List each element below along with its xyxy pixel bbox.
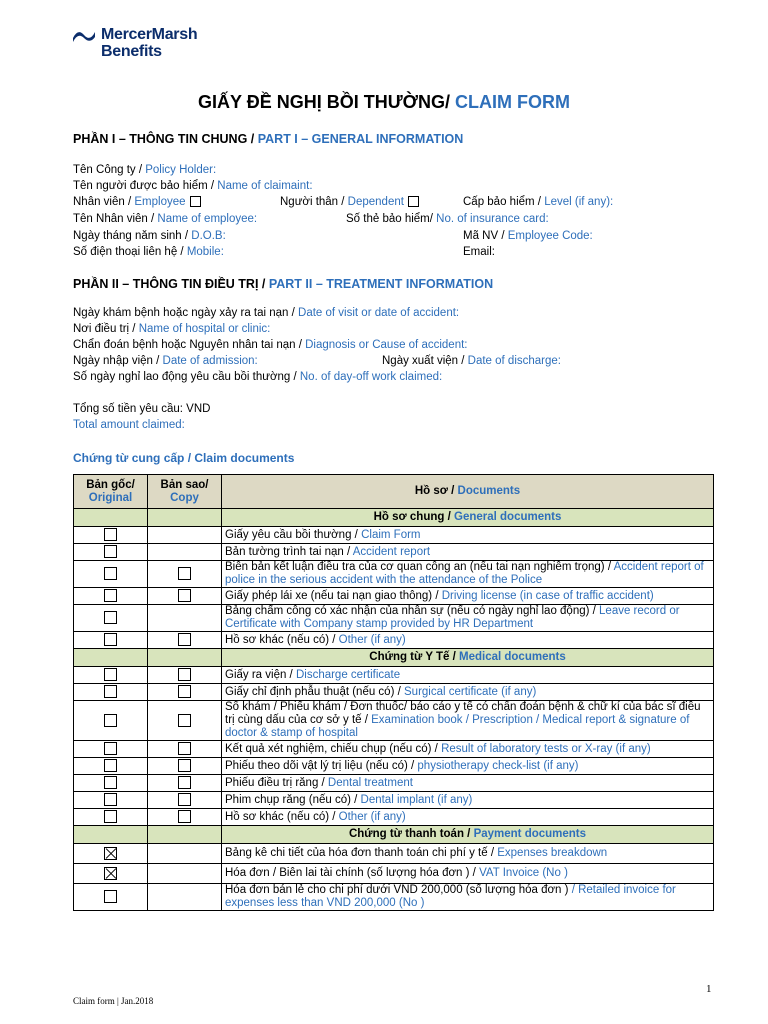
document-label bbox=[222, 684, 714, 701]
logo-line1: MercerMarsh bbox=[101, 26, 198, 43]
original-checkbox[interactable] bbox=[104, 714, 117, 727]
diagnosis-label-en: Diagnosis or Cause of accident: bbox=[305, 339, 468, 351]
col-documents-vi: Hồ sơ / bbox=[414, 485, 458, 497]
document-label-en: Accident report of police in the serious accident with the attendance of the Police bbox=[225, 561, 704, 586]
insurance-card-label-en: No. of insurance card: bbox=[436, 213, 549, 225]
copy-checkbox[interactable] bbox=[178, 685, 191, 698]
document-label-en: VAT Invoice (No ) bbox=[479, 867, 568, 879]
document-label-vi: Hóa đơn / Biên lai tài chính (số lượng hóa đơn ) / bbox=[225, 867, 480, 879]
table-row bbox=[74, 667, 714, 684]
documents-heading-vi: Chứng từ cung cấp / bbox=[73, 451, 195, 465]
employee-code-label-en: Employee Code: bbox=[507, 230, 593, 242]
diagnosis-label-vi: Chẩn đoán bệnh hoặc Nguyên nhân tai nạn / bbox=[73, 339, 306, 351]
document-label-vi: Bảng kê chi tiết của hóa đơn thanh toán chi phí y tế / bbox=[225, 847, 498, 859]
employee-checkbox[interactable] bbox=[190, 196, 201, 207]
page-number: 1 bbox=[706, 983, 712, 995]
admission-label-en: Date of admission: bbox=[162, 355, 258, 367]
col-original-header bbox=[74, 475, 148, 509]
table-row bbox=[74, 632, 714, 649]
document-label bbox=[222, 588, 714, 605]
col-documents-en: Documents bbox=[457, 485, 521, 497]
document-label-en: Leave record or Certificate with Company stamp provided by HR Department bbox=[225, 605, 680, 630]
table-row bbox=[74, 605, 714, 632]
total-amount-label-vi[interactable]: Tổng số tiền yêu cầu: VND bbox=[73, 403, 211, 415]
original-checkbox[interactable] bbox=[104, 685, 117, 698]
table-row bbox=[74, 741, 714, 758]
part2-heading-vi: PHẦN II – THÔNG TIN ĐIỀU TRỊ / bbox=[73, 277, 269, 291]
document-label bbox=[222, 844, 714, 864]
copy-checkbox[interactable] bbox=[178, 776, 191, 789]
dob-field[interactable] bbox=[73, 230, 226, 242]
part2-heading-en: PART II – TREATMENT INFORMATION bbox=[268, 277, 494, 291]
col-copy-vi: Bản sao/ bbox=[160, 478, 209, 491]
document-label-en: Result of laboratory tests or X-ray (if any) bbox=[441, 742, 651, 755]
dependent-label-en: Dependent bbox=[347, 196, 404, 208]
original-checkbox[interactable] bbox=[104, 793, 117, 806]
document-label-en: / Retailed invoice for expenses less than VND 200,000 (No ) bbox=[225, 884, 676, 909]
document-label-vi: Bản tường trình tai nạn / bbox=[225, 545, 353, 558]
original-checkbox-crossed[interactable] bbox=[104, 847, 117, 860]
group-label-vi: Chứng từ thanh toán / bbox=[348, 828, 474, 840]
claimant-label-vi: Tên người được bảo hiểm / bbox=[73, 180, 218, 192]
table-row bbox=[74, 544, 714, 561]
document-label-en: Discharge certificate bbox=[295, 668, 401, 681]
document-label-vi: Bảng chấm công có xác nhận của nhân sự (nếu có ngày nghỉ lao động) / bbox=[225, 605, 600, 617]
claimant-field[interactable] bbox=[73, 180, 313, 192]
email-field[interactable] bbox=[463, 246, 495, 258]
table-row bbox=[74, 884, 714, 911]
document-label-vi: Phim chụp răng (nếu có) / bbox=[225, 793, 361, 806]
document-label-vi: Hồ sơ khác (nếu có) / bbox=[225, 810, 339, 823]
document-label bbox=[222, 527, 714, 544]
documents-heading bbox=[73, 451, 294, 465]
employee-name-field[interactable] bbox=[73, 213, 257, 225]
admission-field[interactable] bbox=[73, 355, 258, 367]
original-checkbox[interactable] bbox=[104, 567, 117, 580]
logo-line2: Benefits bbox=[101, 43, 162, 60]
original-checkbox[interactable] bbox=[104, 668, 117, 681]
document-label-en: Accident report bbox=[352, 545, 431, 558]
policy-holder-field[interactable] bbox=[73, 164, 216, 176]
document-label bbox=[222, 864, 714, 884]
hospital-label-vi: Nơi điều trị / bbox=[73, 323, 139, 335]
document-label-vi: Biên bản kết luận điều tra của cơ quan công an (nếu tai nạn nghiêm trọng) / bbox=[225, 561, 614, 573]
document-label bbox=[222, 884, 714, 911]
document-label-vi: Phiếu theo dõi vật lý trị liệu (nếu có) / bbox=[225, 759, 418, 772]
document-label-en: Dental implant (if any) bbox=[360, 793, 473, 806]
group-row bbox=[74, 826, 714, 844]
group-payment-label bbox=[222, 826, 714, 844]
document-label bbox=[222, 775, 714, 792]
copy-checkbox[interactable] bbox=[178, 567, 191, 580]
document-label-en: Other (if any) bbox=[338, 633, 406, 646]
mobile-label-vi: Số điện thoại liên hệ / bbox=[73, 246, 187, 258]
table-row bbox=[74, 684, 714, 701]
document-label-vi: Kết quả xét nghiệm, chiếu chụp (nếu có) / bbox=[225, 742, 442, 755]
document-label-en: Dental treatment bbox=[327, 776, 413, 789]
document-label bbox=[222, 758, 714, 775]
col-copy-en: Copy bbox=[170, 491, 199, 504]
insurance-card-field[interactable] bbox=[346, 213, 549, 225]
insurance-card-label-vi: Số thẻ bảo hiểm/ bbox=[346, 213, 437, 225]
part1-heading-vi: PHẦN I – THÔNG TIN CHUNG / bbox=[73, 132, 258, 146]
group-medical-label bbox=[222, 649, 714, 667]
original-checkbox[interactable] bbox=[104, 742, 117, 755]
document-label-en: Driving license (in case of traffic accident) bbox=[441, 589, 654, 602]
employee-name-label-en: Name of employee: bbox=[157, 213, 258, 225]
mobile-field[interactable] bbox=[73, 246, 224, 258]
total-amount-label-en: Total amount claimed: bbox=[73, 419, 185, 431]
col-original-en: Original bbox=[88, 491, 133, 504]
document-label bbox=[222, 544, 714, 561]
table-row bbox=[74, 809, 714, 826]
logo-mark-icon bbox=[73, 28, 95, 42]
level-label-en: Level (if any): bbox=[544, 196, 614, 208]
claimant-label-en: Name of claimaint: bbox=[217, 180, 313, 192]
original-checkbox-crossed[interactable] bbox=[104, 867, 117, 880]
group-label-vi: Chứng từ Y Tế / bbox=[369, 651, 459, 663]
title-en: CLAIM FORM bbox=[455, 92, 570, 112]
original-checkbox[interactable] bbox=[104, 776, 117, 789]
group-label-en: Medical documents bbox=[459, 651, 566, 663]
footer-text: Claim form | Jan.2018 bbox=[73, 996, 154, 1006]
discharge-field[interactable] bbox=[382, 355, 561, 367]
copy-checkbox[interactable] bbox=[178, 668, 191, 681]
employee-code-label-vi: Mã NV / bbox=[463, 230, 508, 242]
document-label bbox=[222, 561, 714, 588]
dependent-option[interactable] bbox=[280, 196, 419, 208]
level-field[interactable] bbox=[463, 196, 613, 208]
claim-documents-table bbox=[73, 474, 714, 911]
copy-checkbox[interactable] bbox=[178, 810, 191, 823]
original-checkbox[interactable] bbox=[104, 759, 117, 772]
copy-checkbox[interactable] bbox=[178, 742, 191, 755]
document-label-vi: Sổ khám / Phiếu khám / Đơn thuốc/ báo cáo y tế có chẩn đoán bệnh & chữ kí của bác sĩ điều trị cùng dấu của cơ sở y tế / bbox=[225, 701, 701, 726]
employee-label-en: Employee bbox=[134, 196, 186, 208]
document-label-en: Claim Form bbox=[361, 528, 421, 541]
table-row bbox=[74, 758, 714, 775]
hospital-label-en: Name of hospital or clinic: bbox=[138, 323, 271, 335]
document-label-vi: Hồ sơ khác (nếu có) / bbox=[225, 633, 339, 646]
table-row bbox=[74, 844, 714, 864]
copy-checkbox[interactable] bbox=[178, 714, 191, 727]
employee-code-field[interactable] bbox=[463, 230, 593, 242]
original-checkbox[interactable] bbox=[104, 810, 117, 823]
document-label-vi: Giấy ra viện / bbox=[225, 668, 296, 681]
original-checkbox[interactable] bbox=[104, 890, 117, 903]
level-label-vi: Cấp bảo hiểm / bbox=[463, 196, 545, 208]
document-label-vi: Giấy chỉ định phẫu thuật (nếu có) / bbox=[225, 685, 404, 698]
document-label-vi: Phiếu điều trị răng / bbox=[225, 776, 328, 789]
copy-checkbox[interactable] bbox=[178, 793, 191, 806]
employee-label-vi: Nhân viên / bbox=[73, 196, 135, 208]
col-documents-header bbox=[222, 475, 714, 509]
title-vi: GIẤY ĐỀ NGHỊ BỒI THƯỜNG/ bbox=[198, 92, 455, 112]
original-checkbox[interactable] bbox=[104, 545, 117, 558]
document-label-en: Examination book / Prescription / Medical report & signature of doctor & stamp of hospital bbox=[225, 714, 690, 739]
original-checkbox[interactable] bbox=[104, 528, 117, 541]
copy-checkbox[interactable] bbox=[178, 759, 191, 772]
original-checkbox[interactable] bbox=[104, 633, 117, 646]
table-row bbox=[74, 561, 714, 588]
group-row bbox=[74, 649, 714, 667]
visit-date-field[interactable] bbox=[73, 307, 459, 319]
copy-checkbox[interactable] bbox=[178, 633, 191, 646]
admission-label-vi: Ngày nhập viện / bbox=[73, 355, 163, 367]
visit-date-label-vi: Ngày khám bệnh hoặc ngày xảy ra tai nạn / bbox=[73, 307, 299, 319]
dob-label-en: D.O.B: bbox=[191, 230, 226, 242]
document-label-vi: Hóa đơn bán lẻ cho chi phí dưới VND 200,000 (số lượng hóa đơn ) bbox=[225, 884, 572, 896]
mobile-label-en: Mobile: bbox=[186, 246, 224, 258]
dependent-checkbox[interactable] bbox=[408, 196, 419, 207]
document-label bbox=[222, 701, 714, 741]
col-copy-header bbox=[148, 475, 222, 509]
visit-date-label-en: Date of visit or date of accident: bbox=[298, 307, 460, 319]
document-label bbox=[222, 632, 714, 649]
table-row bbox=[74, 527, 714, 544]
dayoff-field[interactable] bbox=[73, 371, 442, 383]
dayoff-label-en: No. of day-off work claimed: bbox=[299, 371, 443, 383]
employee-option[interactable] bbox=[73, 196, 201, 208]
documents-heading-en: Claim documents bbox=[194, 451, 295, 465]
hospital-field[interactable] bbox=[73, 323, 270, 335]
dob-label-vi: Ngày tháng năm sinh / bbox=[73, 230, 192, 242]
group-row bbox=[74, 509, 714, 527]
document-label bbox=[222, 809, 714, 826]
document-label bbox=[222, 792, 714, 809]
part2-heading bbox=[73, 277, 493, 291]
table-header-row bbox=[74, 475, 714, 509]
original-checkbox[interactable] bbox=[104, 589, 117, 602]
dayoff-label-vi: Số ngày nghỉ lao động yêu cầu bồi thường / bbox=[73, 371, 300, 383]
col-original-vi: Bản gốc/ bbox=[86, 478, 135, 491]
document-label-vi: Giấy phép lái xe (nếu tai nạn giao thông) / bbox=[225, 589, 442, 602]
table-row bbox=[74, 775, 714, 792]
dependent-label-vi: Người thân / bbox=[280, 196, 348, 208]
document-label-en: Surgical certificate (if any) bbox=[404, 685, 537, 698]
document-label-en: physiotherapy check-list (if any) bbox=[417, 759, 579, 772]
table-row bbox=[74, 701, 714, 741]
document-label-vi: Giấy yêu cầu bồi thường / bbox=[225, 528, 362, 541]
group-label-en: Payment documents bbox=[473, 828, 587, 840]
document-label-en: Other (if any) bbox=[338, 810, 406, 823]
table-row bbox=[74, 588, 714, 605]
table-row bbox=[74, 792, 714, 809]
form-title bbox=[0, 92, 768, 113]
discharge-label-en: Date of discharge: bbox=[467, 355, 561, 367]
document-label bbox=[222, 741, 714, 758]
policy-holder-label-en: Policy Holder: bbox=[145, 164, 217, 176]
group-label-en: General documents bbox=[454, 511, 562, 523]
employee-name-label-vi: Tên Nhân viên / bbox=[73, 213, 158, 225]
group-general-label bbox=[222, 509, 714, 527]
email-label: Email: bbox=[463, 246, 495, 258]
document-label bbox=[222, 667, 714, 684]
part1-heading bbox=[73, 132, 463, 146]
copy-checkbox[interactable] bbox=[178, 589, 191, 602]
original-checkbox[interactable] bbox=[104, 611, 117, 624]
table-row bbox=[74, 864, 714, 884]
diagnosis-field[interactable] bbox=[73, 339, 467, 351]
document-label bbox=[222, 605, 714, 632]
group-label-vi: Hồ sơ chung / bbox=[373, 511, 454, 523]
discharge-label-vi: Ngày xuất viện / bbox=[382, 355, 468, 367]
policy-holder-label-vi: Tên Công ty / bbox=[73, 164, 146, 176]
part1-heading-en: PART I – GENERAL INFORMATION bbox=[257, 132, 464, 146]
document-label-en: Expenses breakdown bbox=[497, 847, 608, 859]
